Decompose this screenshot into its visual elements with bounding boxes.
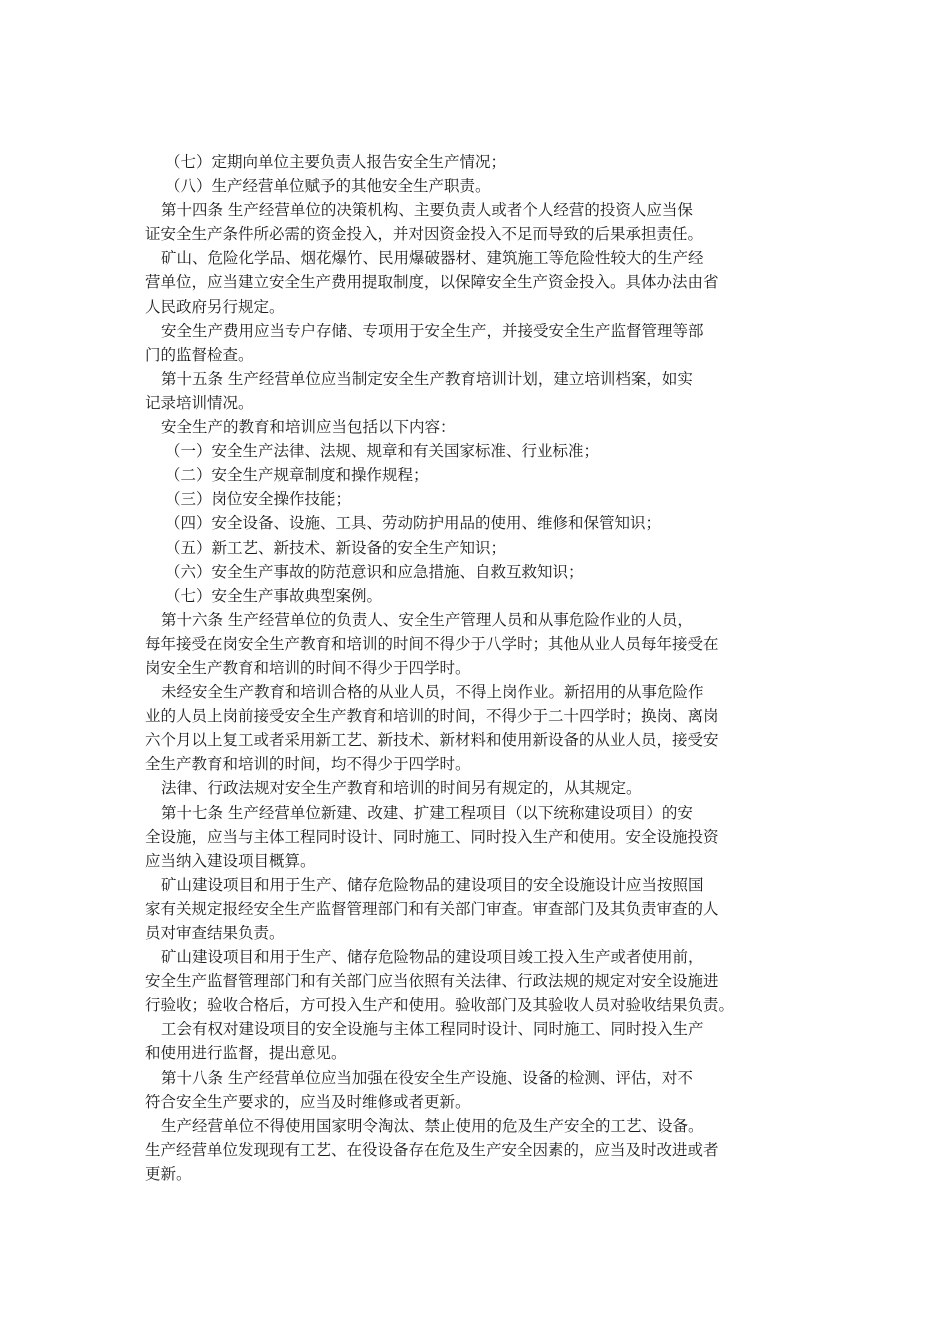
document-line: （四）安全设备、设施、工具、劳动防护用品的使用、维修和保管知识； [165,514,662,533]
document-line: 全设施，应当与主体工程同时设计、同时施工、同时投入生产和使用。安全设施投资 [145,827,719,846]
document-line: 行验收；验收合格后，方可投入生产和使用。验收部门及其验收人员对验收结果负责。 [145,996,735,1015]
document-line: 法律、行政法规对安全生产教育和培训的时间另有规定的，从其规定。 [161,779,642,798]
document-line: 应当纳入建设项目概算。 [145,851,316,870]
document-line: （七）安全生产事故典型案例。 [165,586,383,605]
document-line: 人民政府另行规定。 [145,297,285,316]
document-line: 符合安全生产要求的，应当及时维修或者更新。 [145,1092,471,1111]
document-line: 安全生产监督管理部门和有关部门应当依照有关法律、行政法规的规定对安全设施进 [145,972,719,991]
document-line: 家有关规定报经安全生产监督管理部门和有关部门审查。审查部门及其负责审查的人 [145,899,719,918]
document-line: 每年接受在岗安全生产教育和培训的时间不得少于八学时；其他从业人员每年接受在 [145,634,719,653]
document-line: 门的监督检查。 [145,345,254,364]
document-line: 更新。 [145,1164,192,1183]
document-line: 记录培训情况。 [145,393,254,412]
document-line: （三）岗位安全操作技能； [165,490,352,509]
document-line: 证安全生产条件所必需的资金投入，并对因资金投入不足而导致的后果承担责任。 [145,225,704,244]
document-line: （一）安全生产法律、法规、规章和有关国家标准、行业标准； [165,442,600,461]
document-line: 和使用进行监督，提出意见。 [145,1044,347,1063]
document-line: 生产经营单位不得使用国家明令淘汰、禁止使用的危及生产安全的工艺、设备。 [161,1116,704,1135]
document-line: 未经安全生产教育和培训合格的从业人员，不得上岗作业。新招用的从事危险作 [161,683,704,702]
document-line: 六个月以上复工或者采用新工艺、新技术、新材料和使用新设备的从业人员，接受安 [145,731,719,750]
document-line: （七）定期向单位主要负责人报告安全生产情况； [165,153,507,171]
document-line: （五）新工艺、新技术、新设备的安全生产知识； [165,538,507,557]
document-line: 生产经营单位发现现有工艺、在役设备存在危及生产安全因素的，应当及时改进或者 [145,1140,719,1159]
document-line: 业的人员上岗前接受安全生产教育和培训的时间，不得少于二十四学时；换岗、离岗 [145,707,719,726]
document-line: 安全生产的教育和培训应当包括以下内容： [161,418,456,437]
document-line: 第十八条 生产经营单位应当加强在役安全生产设施、设备的检测、评估，对不 [161,1068,693,1087]
document-line: 安全生产费用应当专户存储、专项用于安全生产，并接受安全生产监督管理等部 [161,321,704,340]
document-body [145,150,795,1186]
document-line: （六）安全生产事故的防范意识和应急措施、自救互救知识； [165,562,584,581]
document-line: 第十四条 生产经营单位的决策机构、主要负责人或者个人经营的投资人应当保 [161,201,693,220]
document-line: 全生产教育和培训的时间，均不得少于四学时。 [145,755,471,774]
document-line: 矿山建设项目和用于生产、储存危险物品的建设项目竣工投入生产或者使用前， [161,948,704,967]
document-line: （八）生产经营单位赋予的其他安全生产职责。 [165,177,491,196]
document-line: 营单位，应当建立安全生产费用提取制度，以保障安全生产资金投入。具体办法由省 [145,273,719,292]
document-line: 第十七条 生产经营单位新建、改建、扩建工程项目（以下统称建设项目）的安 [161,803,693,822]
document-line: 矿山、危险化学品、烟花爆竹、民用爆破器材、建筑施工等危险性较大的生产经 [161,249,704,268]
document-line: 矿山建设项目和用于生产、储存危险物品的建设项目的安全设施设计应当按照国 [161,875,704,894]
document-line: 第十六条 生产经营单位的负责人、安全生产管理人员和从事危险作业的人员， [161,610,693,629]
document-line: 第十五条 生产经营单位应当制定安全生产教育培训计划，建立培训档案，如实 [161,369,693,388]
document-line: 岗安全生产教育和培训的时间不得少于四学时。 [145,658,471,677]
document-line: （二）安全生产规章制度和操作规程； [165,466,429,485]
document-line: 工会有权对建设项目的安全设施与主体工程同时设计、同时施工、同时投入生产 [161,1020,704,1039]
document-line: 员对审查结果负责。 [145,924,285,942]
